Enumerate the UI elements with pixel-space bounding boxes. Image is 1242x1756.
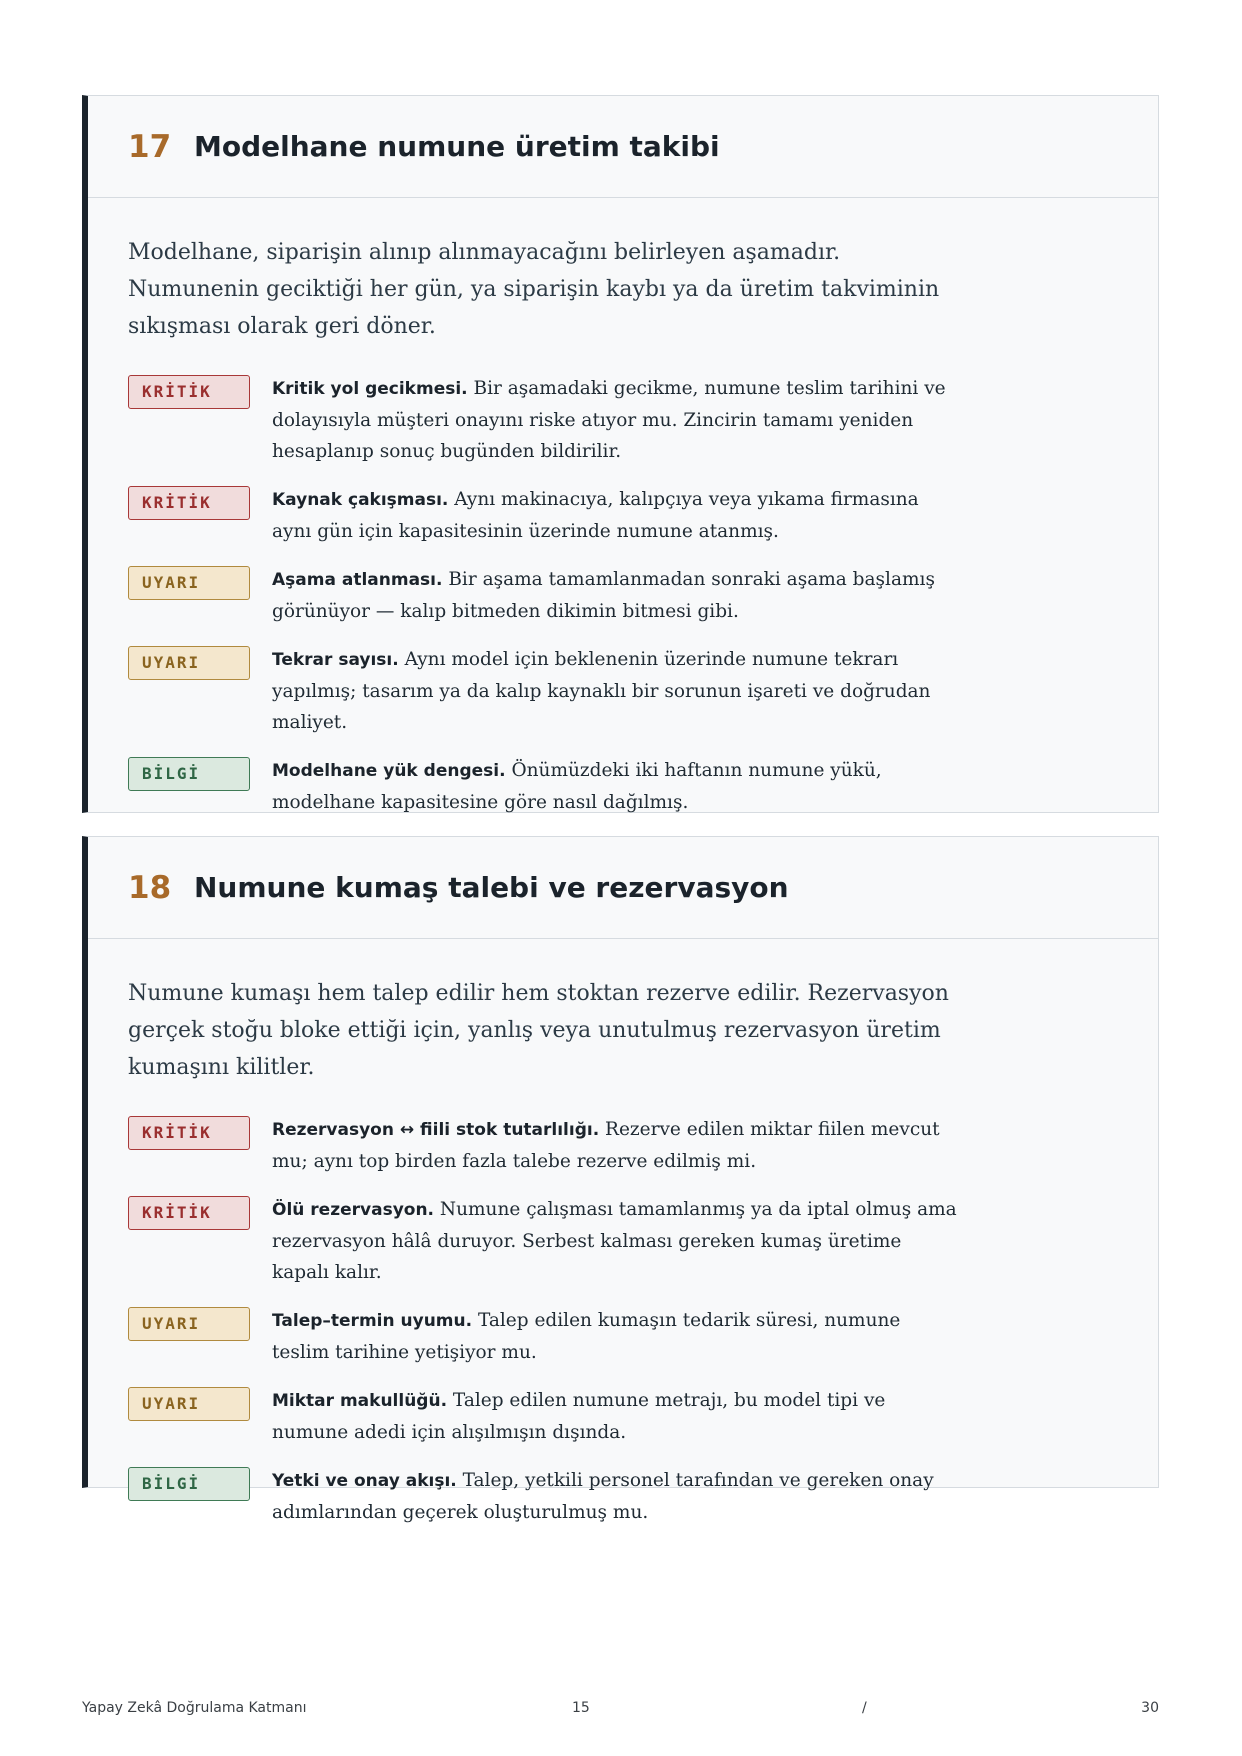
check-item	[128, 1114, 1118, 1177]
check-detail: Aynı model için beklenenin üzerinde numune tekrarı yapılmış; tasarım ya da kalıp kaynaklı bir sorunun işareti ve doğrudan maliyet.	[272, 649, 931, 733]
severity-badge-uyari: UYARI	[128, 646, 250, 680]
check-description	[272, 1305, 962, 1368]
severity-badge-uyari: UYARI	[128, 1387, 250, 1421]
check-item	[128, 1305, 1118, 1368]
section-header	[88, 837, 1158, 939]
severity-badge-uyari: UYARI	[128, 1307, 250, 1341]
section-17	[82, 95, 1159, 813]
check-detail: Bir aşamadaki gecikme, numune teslim tarihini ve dolayısıyla müşteri onayını riske atıyor mu. Zincirin tamamı yeniden hesaplanıp sonuç bugünden bildirilir.	[272, 378, 946, 462]
footer-page-separator: /	[862, 1700, 867, 1716]
check-item	[128, 644, 1118, 738]
check-description	[272, 755, 962, 818]
severity-badge-uyari: UYARI	[128, 566, 250, 600]
severity-badge-kritik: KRİTİK	[128, 1196, 250, 1230]
section-title: Numune kumaş talebi ve rezervasyon	[194, 871, 789, 904]
severity-badge-bilgi: BİLGİ	[128, 757, 250, 791]
section-title: Modelhane numune üretim takibi	[194, 130, 720, 163]
footer-document-title: Yapay Zekâ Doğrulama Katmanı	[82, 1700, 307, 1716]
check-item	[128, 755, 1118, 818]
check-description	[272, 484, 962, 547]
check-description	[272, 644, 962, 738]
check-item	[128, 1194, 1118, 1288]
check-item	[128, 373, 1118, 467]
check-description	[272, 1385, 962, 1448]
check-title: Miktar makullüğü.	[272, 1391, 448, 1411]
check-title: Modelhane yük dengesi.	[272, 761, 506, 781]
footer-page-number: 15	[572, 1700, 590, 1716]
severity-badge-kritik: KRİTİK	[128, 486, 250, 520]
check-item	[128, 1385, 1118, 1448]
check-detail: Aynı makinacıya, kalıpçıya veya yıkama firmasına aynı gün için kapasitesinin üzerinde numune atanmış.	[272, 489, 919, 542]
check-title: Aşama atlanması.	[272, 570, 443, 590]
check-title: Tekrar sayısı.	[272, 650, 399, 670]
check-description	[272, 1465, 962, 1528]
check-item	[128, 484, 1118, 547]
check-title: Talep–termin uyumu.	[272, 1311, 473, 1331]
check-description	[272, 1194, 962, 1288]
check-description	[272, 1114, 962, 1177]
check-detail: Numune çalışması tamamlanmış ya da iptal olmuş ama rezervasyon hâlâ duruyor. Serbest kalması gereken kumaş üretime kapalı kalır.	[272, 1199, 957, 1283]
check-title: Kritik yol gecikmesi.	[272, 379, 468, 399]
check-detail: Talep edilen numune metrajı, bu model tipi ve numune adedi için alışılmışın dışında.	[272, 1390, 886, 1443]
check-item	[128, 1465, 1118, 1528]
severity-badge-kritik: KRİTİK	[128, 1116, 250, 1150]
severity-badge-bilgi: BİLGİ	[128, 1467, 250, 1501]
section-18	[82, 836, 1159, 1523]
check-detail: Bir aşama tamamlanmadan sonraki aşama başlamış görünüyor — kalıp bitmeden dikimin bitmesi gibi.	[272, 569, 935, 622]
check-title: Rezervasyon ↔ fiili stok tutarlılığı.	[272, 1120, 600, 1140]
section-header	[88, 96, 1158, 198]
check-title: Ölü rezervasyon.	[272, 1200, 435, 1220]
section-intro: Numune kumaşı hem talep edilir hem stoktan rezerve edilir. Rezervasyon gerçek stoğu bloke ettiği için, yanlış veya unutulmuş rezervasyon üretim kumaşını kilitler.	[128, 981, 949, 1080]
check-title: Kaynak çakışması.	[272, 490, 449, 510]
check-detail: Talep edilen kumaşın tedarik süresi, numune teslim tarihine yetişiyor mu.	[272, 1310, 901, 1363]
check-item	[128, 564, 1118, 627]
check-detail: Rezerve edilen miktar fiilen mevcut mu; aynı top birden fazla talebe rezerve edilmiş mi.	[272, 1119, 940, 1172]
footer-total-pages: 30	[1141, 1700, 1159, 1716]
check-description	[272, 373, 962, 467]
check-detail: Talep, yetkili personel tarafından ve gereken onay adımlarından geçerek oluşturulmuş mu.	[272, 1470, 934, 1523]
check-title: Yetki ve onay akışı.	[272, 1471, 457, 1491]
section-number: 17	[128, 128, 172, 165]
check-detail: Önümüzdeki iki haftanın numune yükü, modelhane kapasitesine göre nasıl dağılmış.	[272, 760, 882, 813]
check-description	[272, 564, 962, 627]
section-number: 18	[128, 869, 172, 906]
severity-badge-kritik: KRİTİK	[128, 375, 250, 409]
section-intro: Modelhane, siparişin alınıp alınmayacağını belirleyen aşamadır. Numunenin geciktiği her gün, ya siparişin kaybı ya da üretim takviminin sıkışması olarak geri döner.	[128, 240, 940, 339]
